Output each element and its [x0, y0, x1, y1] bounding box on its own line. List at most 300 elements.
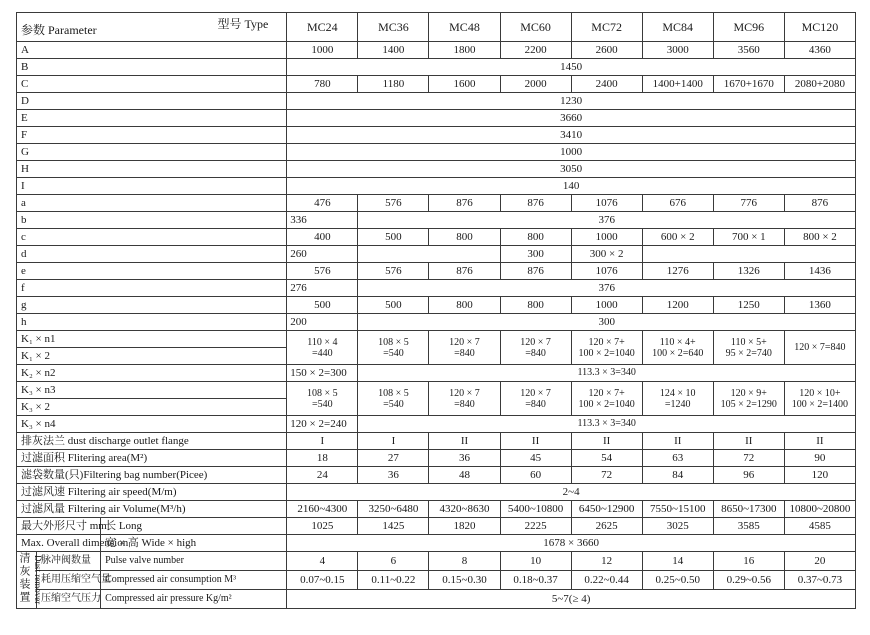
value-text: 2225: [524, 520, 547, 532]
row-label-cell: [101, 518, 287, 535]
value-text: 400: [314, 231, 331, 243]
value-text: 113.3 × 3=340: [577, 367, 636, 378]
value-cell: [571, 76, 642, 93]
value-text: 12: [601, 555, 613, 567]
value-cell: [642, 467, 713, 484]
value-cell: [287, 571, 358, 590]
value-text: 1025: [311, 520, 334, 532]
value-cell: [429, 501, 500, 518]
row-label-cell: [17, 484, 287, 501]
value-text: 3050: [560, 163, 583, 175]
value-cell: [287, 212, 358, 229]
value-text: 48: [458, 469, 470, 481]
value-text: 0.18~0.37: [513, 574, 558, 586]
row-label-cell: [17, 450, 287, 467]
value-cell: [429, 518, 500, 535]
value-cell: [784, 501, 855, 518]
row-label: K₃ × n4: [21, 418, 56, 430]
value-cell: [287, 229, 358, 246]
value-text: 100 × 2=1040: [578, 347, 635, 359]
value-text: 8650~17300: [721, 503, 777, 515]
value-text: 0.22~0.44: [584, 574, 629, 586]
value-text: =840: [454, 347, 475, 359]
value-text: =440: [312, 347, 333, 359]
value-cell: [500, 263, 571, 280]
value-cell: [287, 365, 358, 382]
value-cell: [642, 297, 713, 314]
value-text: II: [745, 435, 753, 447]
dim-row-h: [17, 314, 856, 331]
row-label: f: [21, 282, 25, 294]
value-cell: [500, 450, 571, 467]
value-cell: [784, 518, 855, 535]
value-text: 10: [530, 555, 542, 567]
value-cell: [429, 331, 500, 365]
value-text: 500: [314, 299, 331, 311]
size-row-1: [17, 518, 856, 535]
row-label: Compressed air pressure Kg/m²: [105, 593, 232, 604]
row-label: h: [21, 316, 27, 328]
value-cell: [429, 229, 500, 246]
row-label: A: [21, 44, 29, 56]
dim-row-I: [17, 178, 856, 195]
dim-row-g: [17, 297, 856, 314]
value-cell: [358, 297, 429, 314]
param-label: 参数 Parameter: [21, 23, 97, 37]
value-cell: [713, 42, 784, 59]
value-text: 120: [811, 469, 829, 481]
value-cell: [784, 42, 855, 59]
value-cell: [784, 571, 855, 590]
value-text: 1000: [595, 299, 618, 311]
value-cell: [287, 535, 856, 552]
value-cell: [358, 212, 856, 229]
row-label: D: [21, 95, 29, 107]
volume-row: [17, 501, 856, 518]
value-text: 72: [743, 452, 755, 464]
value-text: 876: [456, 197, 473, 209]
row-label-cell: [17, 178, 287, 195]
value-cell: [784, 331, 855, 365]
row-label: c: [21, 231, 26, 243]
value-text: 8: [461, 555, 468, 567]
value-text: 54: [601, 452, 613, 464]
value-cell: [287, 161, 856, 178]
value-text: 2600: [595, 44, 618, 56]
value-text: 120 × 7+: [588, 336, 625, 348]
value-text: 14: [672, 555, 684, 567]
value-text: 72: [601, 469, 613, 481]
value-cell: [358, 365, 856, 382]
header-row: [17, 13, 856, 42]
value-text: 3250~6480: [368, 503, 419, 515]
k1-row-1: [17, 331, 856, 348]
value-cell: [784, 450, 855, 467]
row-label-cell: [37, 590, 101, 609]
pulse-row: [17, 552, 856, 571]
row-label: 过滤风速 Filtering air speed(M/m): [21, 486, 177, 498]
value-cell: [287, 501, 358, 518]
row-label: 滤袋数量(只)Filtering bag number(Picee): [21, 469, 208, 481]
value-text: 3660: [560, 112, 583, 124]
row-label-cell: [17, 144, 287, 161]
value-cell: [571, 42, 642, 59]
row-label-cell: [17, 42, 287, 59]
value-cell: [287, 297, 358, 314]
value-text: 1276: [666, 265, 689, 277]
value-text: =840: [525, 398, 546, 410]
value-text: 800: [456, 299, 473, 311]
value-text: 700 × 1: [731, 231, 766, 243]
row-label: Max. Overall dimension: [21, 537, 129, 549]
value-cell: [287, 110, 856, 127]
value-cell: [287, 76, 358, 93]
value-cell: [784, 467, 855, 484]
value-text: 27: [387, 452, 399, 464]
row-label: F: [21, 129, 28, 141]
row-label-cell: [37, 552, 101, 571]
value-cell: [358, 433, 429, 450]
k2-row: [17, 365, 856, 382]
value-text: 800 × 2: [803, 231, 837, 243]
value-cell: [642, 229, 713, 246]
value-text: 1076: [595, 197, 618, 209]
row-label-cell: [17, 501, 287, 518]
value-cell: [287, 280, 358, 297]
value-cell: [713, 450, 784, 467]
row-label-cell: [17, 348, 287, 365]
value-cell: [287, 127, 856, 144]
value-cell: [500, 297, 571, 314]
air-row: [17, 571, 856, 590]
row-label-cell: [17, 280, 287, 297]
value-cell: [784, 229, 855, 246]
row-label-cell: [17, 433, 287, 450]
spec-table: [16, 12, 856, 609]
value-cell: [500, 382, 571, 416]
value-text: 600 × 2: [660, 231, 695, 243]
row-label-cell: [17, 246, 287, 263]
row-label-cell: [101, 571, 287, 590]
row-label-cell: [17, 59, 287, 76]
value-text: 36: [387, 469, 399, 481]
row-label: 过滤面积 Flitering area(M²): [21, 452, 148, 464]
value-text: 2160~4300: [297, 503, 348, 515]
row-label-cell: [17, 161, 287, 178]
dim-row-a: [17, 195, 856, 212]
row-label: Compressed air consumption M³: [105, 574, 237, 585]
value-text: 110 × 5+: [730, 336, 767, 348]
speed-row: [17, 484, 856, 501]
value-cell: [358, 571, 429, 590]
value-text: II: [602, 435, 611, 447]
dust-remover-en: Dust remover: [33, 554, 43, 604]
dim-row-e: [17, 263, 856, 280]
value-cell: [571, 501, 642, 518]
value-cell: [713, 518, 784, 535]
value-text: 1450: [560, 61, 583, 73]
dim-row-b: [17, 212, 856, 229]
row-label: 耗用压缩空气量: [41, 574, 112, 585]
value-text: 2200: [524, 44, 547, 56]
value-text: 800: [527, 299, 544, 311]
value-text: 120 × 7=840: [794, 342, 846, 353]
value-text: 140: [562, 180, 580, 192]
value-cell: [500, 246, 571, 263]
value-text: 18: [316, 452, 328, 464]
value-cell: [500, 501, 571, 518]
value-cell: [287, 59, 856, 76]
value-text: 2000: [524, 78, 547, 90]
model-header: MC36: [358, 13, 429, 42]
value-cell: [287, 467, 358, 484]
value-text: 1360: [808, 299, 831, 311]
bags-row: [17, 467, 856, 484]
value-text: 110 × 4: [307, 336, 338, 348]
row-label: K₂ × n2: [21, 367, 56, 379]
value-text: 1400: [382, 44, 405, 56]
value-cell: [713, 229, 784, 246]
value-text: 2080+2080: [794, 78, 846, 90]
value-text: 300: [598, 316, 615, 328]
row-label: g: [21, 299, 27, 311]
value-text: 3585: [737, 520, 760, 532]
value-cell: [713, 433, 784, 450]
k3n4-row: [17, 416, 856, 433]
value-cell: [287, 144, 856, 161]
row-label-cell: [17, 535, 129, 552]
row-label: 最大外形尺寸 mm: [21, 520, 107, 532]
value-text: 4360: [808, 44, 831, 56]
value-text: 876: [811, 197, 829, 209]
value-text: 300: [527, 248, 544, 260]
value-text: 1600: [453, 78, 476, 90]
value-text: 5~7(≥ 4): [551, 593, 591, 605]
value-cell: [358, 416, 856, 433]
row-label-cell: [17, 110, 287, 127]
value-cell: [287, 195, 358, 212]
value-cell: [500, 195, 571, 212]
value-cell: [571, 263, 642, 280]
value-cell: [287, 450, 358, 467]
header-corner-cell: [17, 13, 287, 42]
value-text: 1670+1670: [723, 78, 774, 90]
row-label: C: [21, 78, 29, 90]
value-text: 120 × 7: [449, 336, 480, 348]
value-cell: [642, 263, 713, 280]
value-text: 576: [385, 197, 402, 209]
value-cell: [429, 195, 500, 212]
row-label: 排灰法兰 dust discharge outlet flange: [21, 435, 189, 447]
row-label-cell: [17, 416, 287, 433]
value-text: 876: [456, 265, 473, 277]
value-cell: [500, 42, 571, 59]
model-header: MC96: [713, 13, 784, 42]
model-header: MC48: [429, 13, 500, 42]
value-cell: [571, 382, 642, 416]
row-label-cell: [17, 212, 287, 229]
value-text: 90: [814, 452, 826, 464]
value-cell: [358, 76, 429, 93]
dim-row-E: [17, 110, 856, 127]
dim-row-H: [17, 161, 856, 178]
value-text: =540: [383, 347, 404, 359]
value-cell: [500, 433, 571, 450]
value-text: 150 × 2=300: [290, 367, 347, 379]
value-cell: [429, 42, 500, 59]
value-text: 100 × 2=1040: [578, 398, 635, 410]
value-cell: [358, 382, 429, 416]
value-text: 4: [319, 555, 326, 567]
value-cell: [287, 590, 856, 609]
value-cell: [358, 552, 429, 571]
row-label: K₃ × 2: [21, 401, 50, 413]
value-cell: [358, 314, 856, 331]
value-cell: [287, 552, 358, 571]
value-cell: [571, 450, 642, 467]
row-label-cell: [17, 229, 287, 246]
dim-row-G: [17, 144, 856, 161]
value-text: 1250: [737, 299, 760, 311]
value-text: 120 × 9+: [730, 387, 767, 399]
value-cell: [429, 450, 500, 467]
value-text: 776: [740, 197, 758, 209]
value-cell: [713, 76, 784, 93]
value-cell: [287, 518, 358, 535]
value-text: 3025: [666, 520, 689, 532]
value-text: 96: [743, 469, 755, 481]
row-label: b: [21, 214, 27, 226]
value-text: 63: [672, 452, 684, 464]
value-cell: [358, 263, 429, 280]
value-cell: [287, 263, 358, 280]
value-text: I: [320, 435, 325, 447]
dim-row-f: [17, 280, 856, 297]
value-text: 0.07~0.15: [300, 574, 345, 586]
value-text: =540: [383, 398, 404, 410]
value-text: 1425: [382, 520, 405, 532]
value-text: 6450~12900: [578, 503, 635, 515]
area-row: [17, 450, 856, 467]
row-label-cell: [17, 263, 287, 280]
row-label: 压缩空气压力: [41, 593, 102, 604]
value-cell: [713, 263, 784, 280]
value-cell: [358, 467, 429, 484]
value-text: 100 × 2=640: [652, 347, 704, 359]
row-label-cell: [101, 590, 287, 609]
row-label-cell: [101, 552, 287, 571]
model-header: MC60: [500, 13, 571, 42]
value-cell: [429, 382, 500, 416]
row-label-cell: [17, 382, 287, 399]
row-label: K₁ × 2: [21, 350, 50, 362]
value-text: 336: [290, 214, 307, 226]
value-text: 0.37~0.73: [797, 574, 843, 586]
value-cell: [571, 518, 642, 535]
row-label-cell: [17, 467, 287, 484]
value-cell: [571, 246, 642, 263]
value-cell: [642, 552, 713, 571]
row-label-cell: [17, 127, 287, 144]
value-text: 108 × 5: [378, 387, 409, 399]
value-cell: [358, 331, 429, 365]
value-cell: [358, 42, 429, 59]
row-label-cell: [17, 93, 287, 110]
value-cell: [429, 76, 500, 93]
value-text: 876: [527, 197, 544, 209]
value-text: 110 × 4+: [659, 336, 696, 348]
value-cell: [287, 416, 358, 433]
value-text: 108 × 5: [378, 336, 409, 348]
row-label-cell: [17, 76, 287, 93]
value-cell: [571, 195, 642, 212]
value-cell: [358, 246, 500, 263]
value-cell: [642, 246, 855, 263]
value-cell: [358, 501, 429, 518]
row-label: Pulse valve number: [105, 555, 184, 566]
value-cell: [358, 229, 429, 246]
value-cell: [784, 263, 855, 280]
value-cell: [784, 382, 855, 416]
value-text: 500: [385, 299, 402, 311]
row-label: 脉冲阀数量: [41, 555, 92, 566]
value-text: 576: [385, 265, 402, 277]
value-text: 300 × 2: [589, 248, 624, 260]
value-cell: [642, 195, 713, 212]
row-label: H: [21, 163, 29, 175]
size-row-2: [17, 535, 856, 552]
value-text: 120 × 7+: [588, 387, 625, 399]
value-text: 1820: [453, 520, 476, 532]
value-text: =840: [454, 398, 475, 410]
value-text: II: [460, 435, 469, 447]
value-text: 2625: [595, 520, 618, 532]
row-label-cell: [17, 331, 287, 348]
value-cell: [358, 280, 856, 297]
value-text: 376: [598, 282, 615, 294]
row-label-cell: [17, 195, 287, 212]
value-text: 1400+1400: [652, 78, 703, 90]
value-text: =840: [525, 347, 546, 359]
value-cell: [642, 518, 713, 535]
model-header: MC72: [571, 13, 642, 42]
row-label-cell: [17, 365, 287, 382]
value-cell: [287, 178, 856, 195]
value-text: 120 × 10+: [799, 387, 841, 399]
value-cell: [358, 195, 429, 212]
value-cell: [642, 433, 713, 450]
pressure-row: [17, 590, 856, 609]
row-label: e: [21, 265, 26, 277]
value-text: 24: [316, 469, 328, 481]
value-cell: [287, 93, 856, 110]
value-text: 1076: [595, 265, 618, 277]
value-cell: [500, 571, 571, 590]
value-text: 1230: [560, 95, 583, 107]
value-text: 6: [390, 555, 397, 567]
value-cell: [571, 297, 642, 314]
value-cell: [500, 331, 571, 365]
value-cell: [784, 76, 855, 93]
value-text: 2400: [595, 78, 618, 90]
value-text: 124 × 10: [659, 387, 696, 399]
value-cell: [713, 195, 784, 212]
dim-row-F: [17, 127, 856, 144]
dim-row-B: [17, 59, 856, 76]
row-label: E: [21, 112, 28, 124]
value-text: 4320~8630: [439, 503, 490, 515]
row-label-cell: [17, 399, 287, 416]
